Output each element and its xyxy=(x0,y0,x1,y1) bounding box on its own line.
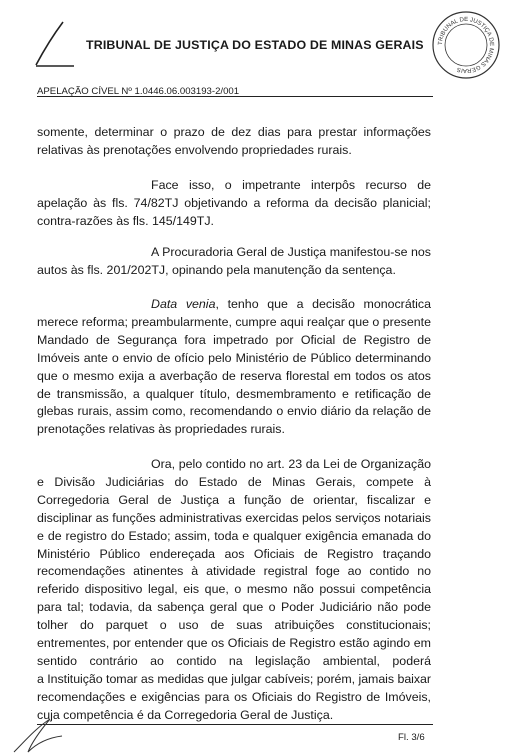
text-line: referido dispositivo legal, eis que, o mesmo não possui competência xyxy=(37,582,431,597)
text-line: Ora, pelo contido no art. 23 da Lei de Organização xyxy=(151,457,431,471)
text-line: apelação às fls. 74/82TJ objetivando a reforma da decisão planicial; xyxy=(37,195,431,210)
court-seal-icon xyxy=(430,9,502,81)
text-line: de transmissão, a qualquer título, desmembramento e retificação de xyxy=(37,386,431,401)
text-line: relativas às prenotações envolvendo propriedades rurais. xyxy=(37,142,352,157)
court-logo-icon xyxy=(30,20,76,70)
text-line: somente, determinar o prazo de dez dias para prestar informações xyxy=(37,125,431,139)
paragraph-2 xyxy=(37,177,431,231)
paragraph-4 xyxy=(37,296,431,439)
text-line: cuja competência é da Corregedoria Geral de Justiça. xyxy=(37,707,334,722)
text-line: recomendações atinentes à atividade registral foge ao contido no xyxy=(37,564,431,579)
text-line: Corregedoria Geral de Justiça a função de orientar, fiscalizar e xyxy=(37,492,431,507)
seal-text: TRIBUNAL DE JUSTIÇA DE MINAS GERAIS xyxy=(437,16,495,74)
text-line: prenotações relativas às propriedades rurais. xyxy=(37,422,285,437)
text-line: Ministério Público endereçada aos Oficiais de Registro traçando xyxy=(37,546,431,561)
text-line: tolher do parquet o uso de suas atribuições constitucionais; xyxy=(37,618,431,633)
page-number: Fl. 3/6 xyxy=(398,732,425,743)
header-divider xyxy=(37,96,433,97)
text-line: e Divisão Judiciárias do Estado de Minas Gerais, compete à xyxy=(37,474,431,489)
text-line: contra-razões às fls. 145/149TJ. xyxy=(37,213,214,228)
text-line: recomendações e exigências para os Oficiais do Registro de Imóveis, xyxy=(37,689,431,704)
text-line: Data venia, tenho que a decisão monocrática xyxy=(151,297,431,311)
text-line: a Instituição tomar as medidas que julgar cabíveis; porém, jamais baixar xyxy=(37,671,431,686)
text-line: entrementes, por entender que os Oficiais de Registro estão agindo em xyxy=(37,636,431,651)
text-line: disciplinar as funções administrativas exercidas pelos serviços notariais xyxy=(37,510,431,525)
case-number: APELAÇÃO CÍVEL Nº 1.0446.06.003193-2/001 xyxy=(37,86,240,97)
signature-icon xyxy=(10,716,70,754)
text-line: Face isso, o impetrante interpôs recurso de xyxy=(151,178,431,192)
text-line: autos às fls. 201/202TJ, opinando pela manutenção da sentença. xyxy=(37,262,396,277)
court-name: TRIBUNAL DE JUSTIÇA DO ESTADO DE MINAS GERAIS xyxy=(86,38,424,52)
text-line: e de registro do Estado; assim, toda e qualquer exigência emanada do xyxy=(37,528,431,543)
paragraph-5 xyxy=(37,456,431,725)
text-line: A Procuradoria Geral de Justiça manifestou-se nos xyxy=(151,245,431,259)
footer-divider xyxy=(37,724,433,725)
paragraph-1 xyxy=(37,124,431,160)
text-line: sentido contrário ao contido na legislação ambiental, poderá xyxy=(37,653,431,668)
paragraph-3 xyxy=(37,244,431,280)
text-line: Imóveis ante o envio de ofício pelo Ministério de Público determinando xyxy=(37,350,431,365)
text-line: para tal; todavia, da sabença geral que o Poder Judiciário não pode xyxy=(37,600,431,615)
text-line: Mandado de Segurança fora impetrado por Oficial de Registro de xyxy=(37,332,431,347)
text-line: glebas rurais, assim como, recomendando o envio diário da relação de xyxy=(37,404,431,419)
text-line: merece reforma; preambularmente, cumpre aqui realçar que o presente xyxy=(37,314,431,329)
text-line: que o mesmo exija a averbação de reserva florestal em todos os atos xyxy=(37,368,431,383)
